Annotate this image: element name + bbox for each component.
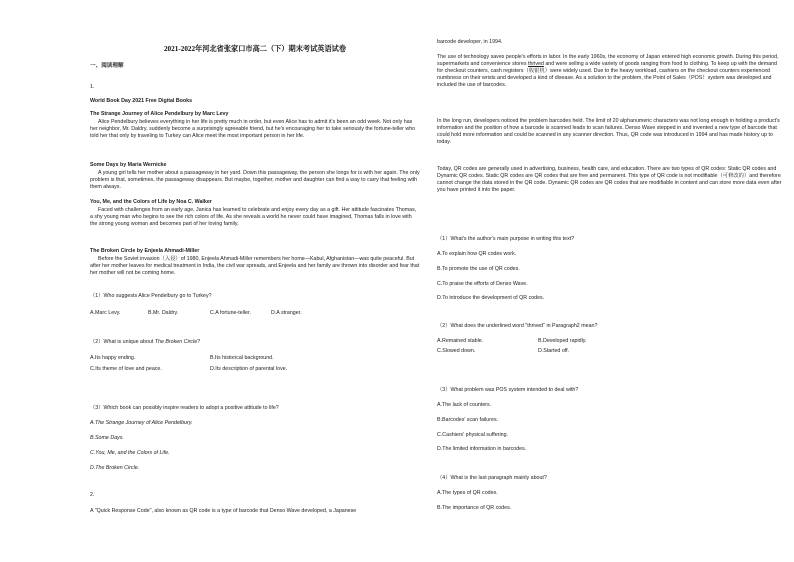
passage-text: The use of technology saves people's efforts in labor. In the early 1960s, the economy of Japan entered high economic growth. During this period, supermarkets and convenience stores	[437, 54, 779, 68]
question-2-1: （1）What's the author's main purpose in writing this text?	[437, 236, 575, 242]
passage-paragraph-4: Today, QR codes are generally used in advertising, business, health care, and education. There are two types of QR codes: Static QR codes and Dynamic QR codes. Static QR codes are QR codes that are free and permanent. This type of QR code is not modifiable（可修改的）and therefore cannot change the data stored in the QR code. Dynamic QR codes are QR codes that are modifiable in content and can store more data even after you have printed it into the paper.	[437, 166, 782, 194]
book-text-4: Before the Soviet invasion（入侵）of 1980, Enjeela Ahmadi-Miller remembers her home—Kabul, Afghanistan—was quite peaceful. But after her mother leaves for medical treatment in India, the civil war spreads, and Enjeela and her family are thrown into disorder and fear that her mother will not be coming home.	[90, 256, 420, 277]
passage-text: barcode developer, in 1994.	[437, 39, 503, 45]
question-mark: ?	[197, 339, 201, 345]
question-1-3: （3）Which book can possibly inspire readers to adopt a positive attitude to life?	[90, 405, 279, 411]
option: B.The importance of QR codes.	[437, 505, 512, 511]
option: A.To explain how QR codes work.	[437, 251, 517, 257]
option: C.Cashiers' physical suffering.	[437, 432, 508, 438]
option: A.The lack of counters.	[437, 402, 492, 408]
option: B.Some Days.	[90, 435, 124, 441]
book-title-2: Some Days by Maria Wernicke	[90, 162, 167, 168]
option: B.To promote the use of QR codes.	[437, 266, 520, 272]
book-title-1: The Strange Journey of Alice Pendelbury by Marc Levy	[90, 111, 229, 117]
question-1-2	[90, 339, 420, 346]
option: D.The limited information in barcodes.	[437, 446, 527, 452]
option: A.The types of QR codes.	[437, 490, 498, 496]
option: C.Its theme of love and peace.	[90, 366, 162, 372]
passage-heading: World Book Day 2021 Free Digital Books	[90, 98, 193, 104]
option: D.To introduce the development of QR codes.	[437, 295, 545, 301]
option: C.A fortune-teller.	[210, 310, 251, 316]
option: C.You, Me, and the Colors of Life.	[90, 450, 170, 456]
section-heading: 一、阅读理解	[90, 63, 124, 69]
question-number: 2.	[90, 492, 95, 498]
question-2-3: （3）What problem was POS system intended to deal with?	[437, 387, 579, 393]
option: B.Barcodes' scan failures.	[437, 417, 499, 423]
option: D.Started off.	[538, 348, 570, 354]
question-1-1: （1）Who suggests Alice Pendelbury go to Turkey?	[90, 293, 212, 299]
option: A.Remained stable.	[437, 338, 484, 344]
option: B.Its historical background.	[210, 355, 274, 361]
option: C.Slowed down.	[437, 348, 476, 354]
option: A.Marc Levy.	[90, 310, 121, 316]
option: D.Its description of parental love.	[210, 366, 288, 372]
book-title-4: The Broken Circle by Enjeela Ahmadi-Miller	[90, 248, 200, 254]
question-2-2: （2）What does the underlined word "thrived" in Paragraph2 mean?	[437, 323, 598, 329]
option: B.Mr. Daldry.	[148, 310, 179, 316]
question-2-4: （4）What is the last paragraph mainly about?	[437, 475, 547, 481]
option: A.Its happy ending.	[90, 355, 136, 361]
underlined-word: thrived	[527, 61, 544, 68]
option: A.The Strange Journey of Alice Pendelbury.	[90, 420, 193, 426]
book-ref: The Broken Circle	[154, 339, 198, 345]
book-text-1: Alice Pendelbury believes everything in her life is pretty much in order, but even Alice has to admit it's been an odd week. Not only has her neighbor, Mr. Daldry, suddenly become a surprisingly agreeable friend, but he's encouraging her to take seriously the fortune-teller who told her that only by traveling to Turkey can Alice meet the most important person in her life.	[90, 119, 416, 140]
option: B.Developed rapidly.	[538, 338, 587, 344]
passage-text: A "Quick Response Code", also known as QR code is a type of barcode that Denso Wave developed, a Japanese	[90, 508, 357, 514]
book-text-2: A young girl tells her mother about a passageway in her yard. Down this passageway, the person she longs for is with her again. The only problem is that, sometimes, the passageway disappears. But maybe, together, mother and daughter can find a way to carry that feeling with them always.	[90, 170, 420, 191]
question-text: （2）What is unique about	[90, 339, 155, 345]
passage-paragraph-2	[437, 54, 782, 89]
passage-paragraph-3: In the long run, developers noticed the problem barcodes held. The limit of 20 alphanumeric characters was not long enough in holding a product's information and the position of how a barcode is scanned leads to scan failures. Denso Wave stepped in and invented a new type of barcode that could hold more information and could be scanned in any scanner direction. Thus, QR code was introduced in 1994 and has made history up to today.	[437, 118, 780, 146]
question-number: 1.	[90, 84, 95, 90]
page-title: 2021-2022年河北省张家口市高二（下）期末考试英语试卷	[163, 45, 347, 53]
option: D.The Broken Circle.	[90, 465, 140, 471]
option: D.A stranger.	[271, 310, 302, 316]
passage-text: and were selling a wide variety of goods ranging from food to clothing. To keep up with the demand for checkout counters, cash registers（收银机）were widely used. Due to the heavy workload, cashiers on the checkout counters experienced numbness on their wrists and developed a kind of disease. As a solution to the problem, the Point of Sales（POS）system was developed and included the use of barcodes.	[437, 61, 777, 89]
option: C.To praise the efforts of Denso Wave.	[437, 281, 528, 287]
book-title-3: You, Me, and the Colors of Life by Noa C. Walker	[90, 199, 212, 205]
book-text-3: Faced with challenges from an early age, Janica has learned to celebrate and enjoy every day as a gift. Her attitude fascinates Thomas, a shy young man who begins to see the rich colors of life. As she reveals a world he never could have imagined, Thomas falls in love with the strong young woman and becomes part of her loving family.	[90, 207, 417, 228]
